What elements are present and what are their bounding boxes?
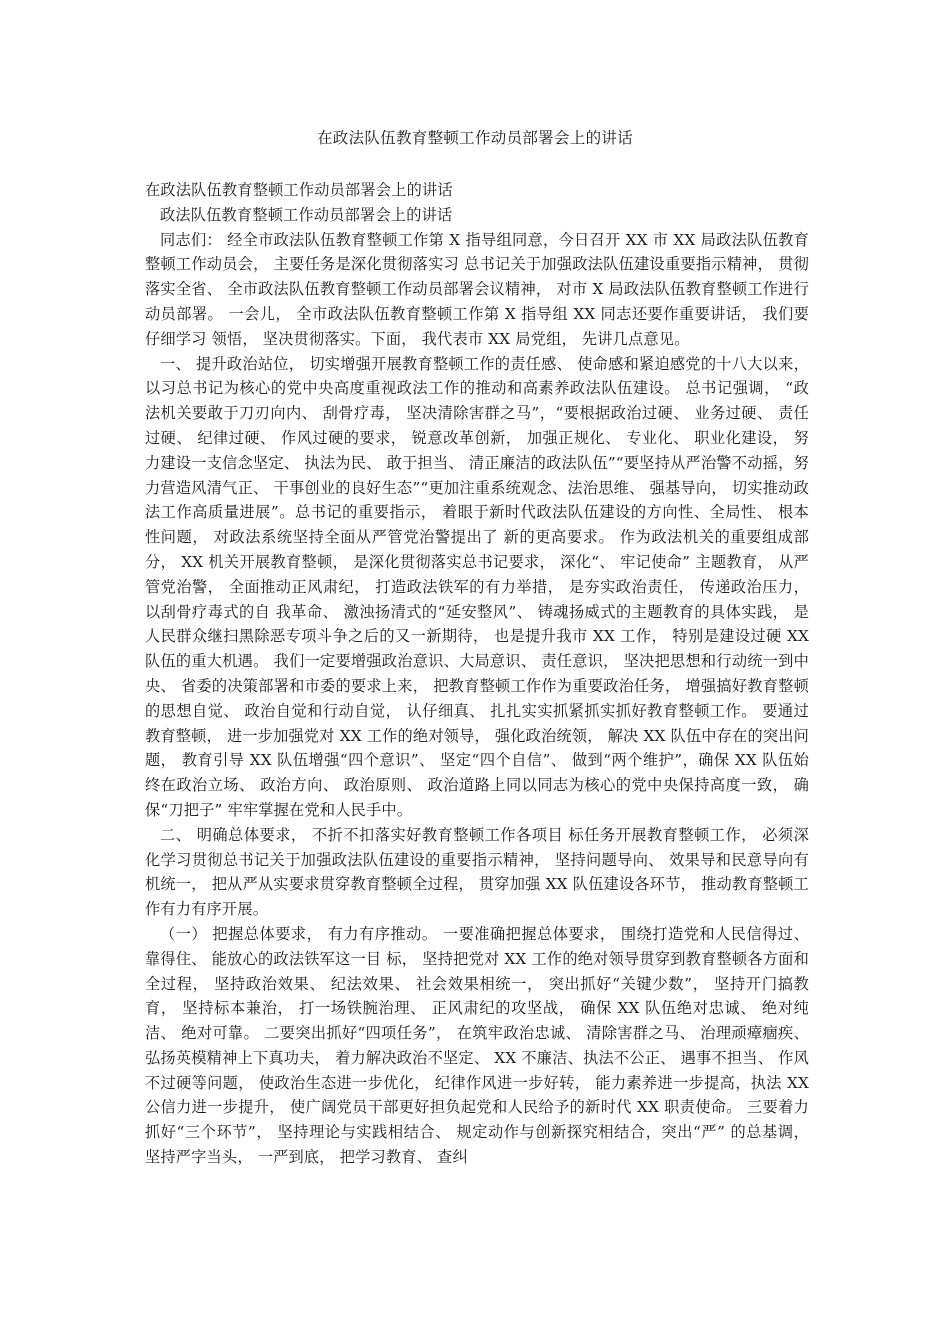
document-title: 在政法队伍教育整顿工作动员部署会上的讲话 [316,129,633,147]
paragraph-section-one: 一、 提升政治站位， 切实增强开展教育整顿工作的责任感、 使命感和紧迫感党的十八大以来， 以习总书记为核心的党中央高度重视政法工作的推动和高素养政法队伍建设。 总书记强调， “政法机关要敢于刀刃向内、 刮骨疗毒， 坚决清除害群之马”，“要根据政治过硬、 业务过硬、 责任过硬、 纪律过硬、 作风过硬的要求， 锐意改革创新， 加强正规化、 专业化、 职业化建设， 努力建设一支信念坚定、 执法为民、 敢于担当、 清正廉洁的政法队伍”“要坚持从严治警不动摇，努力营造风清气正、 干事创业的良好生态”“更加注重系统观念、法治思维、 强基导向， 切实推动政法工作高质量进展”。总书记的重要指示， 着眼于新时代政法队伍建设的方向性、全局性、 根本性问题， 对政法系统坚持全面从严管党治警提出了 新的更高要求。 作为政法机关的重要组成部分， XX 机关开展教育整顿， 是深化贯彻落实总书记要求， 深化“、 牢记使命” 主题教育， 从严管党治警， 全面推动正风肃纪， 打造政法铁军的有力举措， 是夯实政治责任， 传递政治压力，以刮骨疗毒式的自 我革命、 激浊扬清式的“延安整风”、 铸魂扬威式的主题教育的具体实践， 是人民群众继扫黑除恶专项斗争之后的又一新期待， 也是提升我市 XX 工作， 特别是建设过硬 XX 队伍的重大机遇。 我们一定要增强政治意识、大局意识、 责任意识， 坚决把思想和行动统一到中央、 省委的决策部署和市委的要求上来， 把教育整顿工作作为重要政治任务， 增强搞好教育整顿的思想自觉、 政治自觉和行动自觉， 认仔细真、 扎扎实实抓紧抓实抓好教育整顿工作。 要通过教育整顿， 进一步加强党对 XX 工作的绝对领导， 强化政治统领， 解决 XX 队伍中存在的突出问题， 教育引导 XX 队伍增强“四个意识”、 坚定“四个自信”、 做到“两个维护”，确保 XX 队伍始终在政治立场、 政治方向、 政治原则、 政治道路上同以同志为核心的党中央保持高度一致， 确保“刀把子” 牢牢掌握在党和人民手中。 [145,354,809,819]
paragraph-section-two: 二、 明确总体要求， 不折不扣落实好教育整顿工作各项目 标任务开展教育整顿工作， 必须深化学习贯彻总书记关于加强政法队伍建设的重要指示精神， 坚持问题导向、 效果导和民意导向有机统一， 把从严从实要求贯穿教育整顿全过程， 贯穿加强 XX 队伍建设各环节， 推动教育整顿工作有力有序开展。 [145,825,809,919]
subheading: 政法队伍教育整顿工作动员部署会上的讲话 [160,205,453,224]
heading-repeat: 在政法队伍教育整顿工作动员部署会上的讲话 [145,181,453,199]
document-body [145,178,809,1170]
paragraph-greeting: 同志们： 经全市政法队伍教育整顿工作第 X 指导组同意，今日召开 XX 市 XX 局政法队伍教育整顿工作动员会， 主要任务是深化贯彻落实习 总书记关于加强政法队伍建设重要指示精神， 贯彻落实全省、 全市政法队伍教育整顿工作动员部署会议精神， 对市 X 局政法队伍教育整顿工作进行动员部署。 一会儿， 全市政法队伍教育整顿工作第 X 指导组 XX 同志还要作重要讲话， 我们要仔细学习 领悟， 坚决贯彻落实。下面， 我代表市 XX 局党组， 先讲几点意见。 [145,230,809,348]
paragraph-subsection-one: （一） 把握总体要求， 有力有序推动。 一要准确把握总体要求， 围绕打造党和人民信得过、 靠得住、 能放心的政法铁军这一目 标， 坚持把党对 XX 工作的绝对领导贯穿到教育整顿各方面和全过程， 坚持政治效果、 纪法效果、 社会效果相统一， 突出抓好“关键少数”， 坚持开门搞教育， 坚持标本兼治， 打一场铁腕治理、 正风肃纪的攻坚战， 确保 XX 队伍绝对忠诚、 绝对纯洁、 绝对可靠。 二要突出抓好“四项任务”， 在筑牢政治忠诚、 清除害群之马、 治理顽瘴痼疾、 弘扬英模精神上下真功夫， 着力解决政治不坚定、 XX 不廉洁、执法不公正、 遇事不担当、 作风不过硬等问题， 使政治生态进一步优化， 纪律作风进一步好转， 能力素养进一步提高，执法 XX 公信力进一步提升， 使广阔党员干部更好担负起党和人民给予的新时代 XX 职责使命。 三要着力抓好“三个环节”， 坚持理论与实践相结合、 规定动作与创新探究相结合，突出“严” 的总基调， 坚持严字当头， 一严到底， 把学习教育、 查纠 [145,924,809,1167]
